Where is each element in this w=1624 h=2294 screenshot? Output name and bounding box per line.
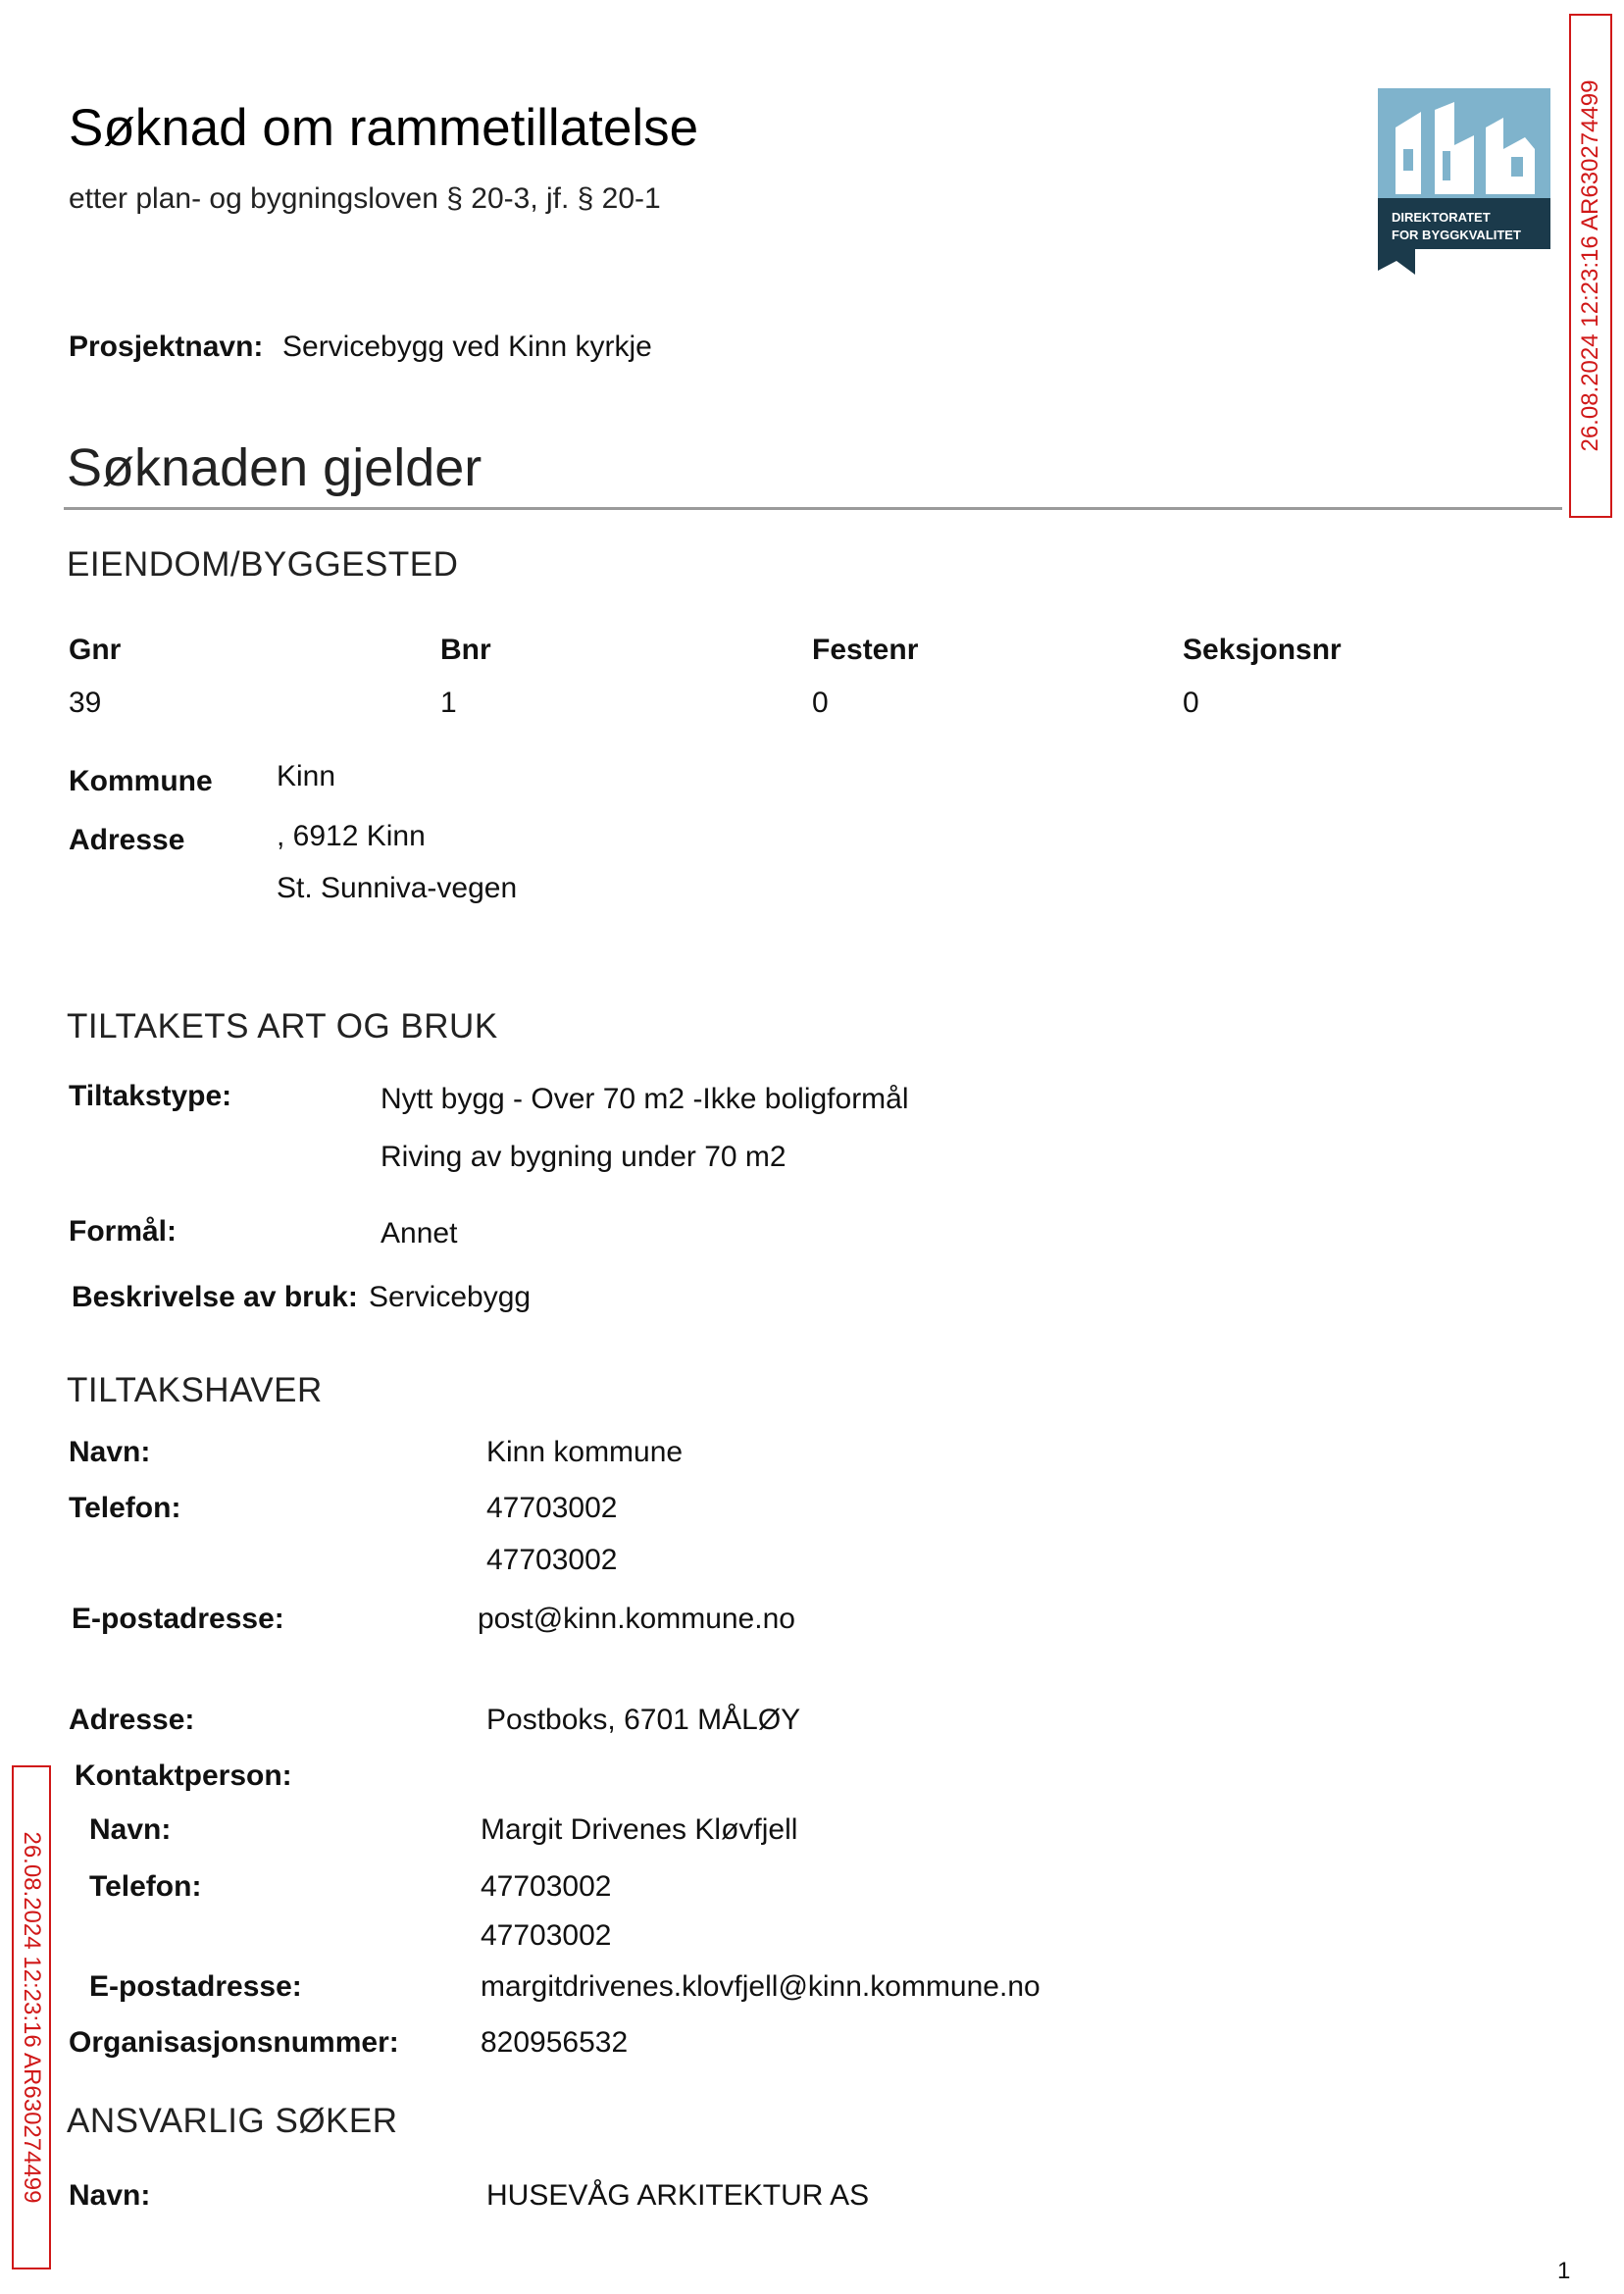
tiltakshaver-telefon-value-1: 47703002 <box>486 1492 618 1524</box>
adresse-label: Adresse <box>69 824 185 856</box>
org-value: 820956532 <box>481 2026 629 2059</box>
bruk-value: Servicebygg <box>369 1281 532 1313</box>
tiltakshaver-adresse-value: Postboks, 6701 MÅLØY <box>486 1704 801 1736</box>
ansvarlig-navn-value: HUSEVÅG ARKITEKTUR AS <box>486 2179 870 2212</box>
kontakt-navn-value: Margit Drivenes Kløvfjell <box>481 1813 798 1846</box>
kontakt-epost-value: margitdrivenes.klovfjell@kinn.kommune.no <box>481 1970 1040 2003</box>
kontakt-epost-label: E-postadresse: <box>89 1970 302 2003</box>
tiltakstype-label: Tiltakstype: <box>69 1080 232 1112</box>
property-heading: EIENDOM/BYGGESTED <box>67 545 459 584</box>
kommune-label: Kommune <box>69 765 213 797</box>
page-number: 1 <box>1557 2258 1571 2284</box>
kontaktperson-label: Kontaktperson: <box>75 1759 292 1792</box>
tiltakstype-value-2: Riving av bygning under 70 m2 <box>381 1141 787 1173</box>
col-gnr: Gnr <box>69 634 122 666</box>
col-seksjonsnr: Seksjonsnr <box>1183 634 1342 666</box>
tiltakshaver-heading: TILTAKSHAVER <box>67 1371 323 1409</box>
bruk-label: Beskrivelse av bruk: <box>72 1281 358 1313</box>
tiltakshaver-telefon-label: Telefon: <box>69 1492 181 1524</box>
formal-value: Annet <box>381 1217 458 1249</box>
section-title: Søknaden gjelder <box>67 438 482 497</box>
tiltakstype-value-1: Nytt bygg - Over 70 m2 -Ikke boligformål <box>381 1083 909 1115</box>
kontakt-navn-label: Navn: <box>89 1813 172 1846</box>
dibk-logo-icon <box>1378 88 1550 275</box>
received-stamp-bottom <box>12 1765 51 2269</box>
kontakt-telefon-value-1: 47703002 <box>481 1870 612 1903</box>
stamp-text-bottom: 26.08.2024 12:23:16 AR630274499 <box>19 1831 45 2204</box>
tiltakshaver-epost-label: E-postadresse: <box>72 1603 284 1635</box>
tiltak-heading: TILTAKETS ART OG BRUK <box>67 1007 498 1045</box>
stamp-text: 26.08.2024 12:23:16 AR630274499 <box>1577 79 1603 452</box>
col-festenr: Festenr <box>812 634 919 666</box>
ansvarlig-navn-label: Navn: <box>69 2179 151 2212</box>
value-gnr: 39 <box>69 687 102 719</box>
section-divider <box>64 507 1562 510</box>
tiltakshaver-epost-value: post@kinn.kommune.no <box>478 1603 795 1635</box>
formal-label: Formål: <box>69 1215 178 1248</box>
tiltakshaver-telefon-value-2: 47703002 <box>486 1544 618 1576</box>
adresse-line-2: St. Sunniva-vegen <box>277 872 518 904</box>
tiltakshaver-navn-label: Navn: <box>69 1436 151 1468</box>
value-seksjonsnr: 0 <box>1183 687 1199 719</box>
tiltakshaver-adresse-label: Adresse: <box>69 1704 195 1736</box>
logo-line-2: FOR BYGGKVALITET <box>1392 228 1521 242</box>
received-stamp-top <box>1569 14 1612 518</box>
kontakt-telefon-value-2: 47703002 <box>481 1919 612 1952</box>
logo-line-1: DIREKTORATET <box>1392 210 1491 225</box>
col-bnr: Bnr <box>440 634 491 666</box>
project-label: Prosjektnavn: <box>69 331 264 363</box>
kommune-value: Kinn <box>277 760 336 792</box>
org-label: Organisasjonsnummer: <box>69 2026 399 2059</box>
page-subtitle: etter plan- og bygningsloven § 20-3, jf. § 20-1 <box>69 182 661 215</box>
adresse-line-1: , 6912 Kinn <box>277 820 426 852</box>
tiltakshaver-navn-value: Kinn kommune <box>486 1436 684 1468</box>
value-festenr: 0 <box>812 687 829 719</box>
project-value: Servicebygg ved Kinn kyrkje <box>282 331 652 363</box>
value-bnr: 1 <box>440 687 457 719</box>
page-title: Søknad om rammetillatelse <box>69 99 699 157</box>
kontakt-telefon-label: Telefon: <box>89 1870 202 1903</box>
ansvarlig-heading: ANSVARLIG SØKER <box>67 2102 398 2140</box>
